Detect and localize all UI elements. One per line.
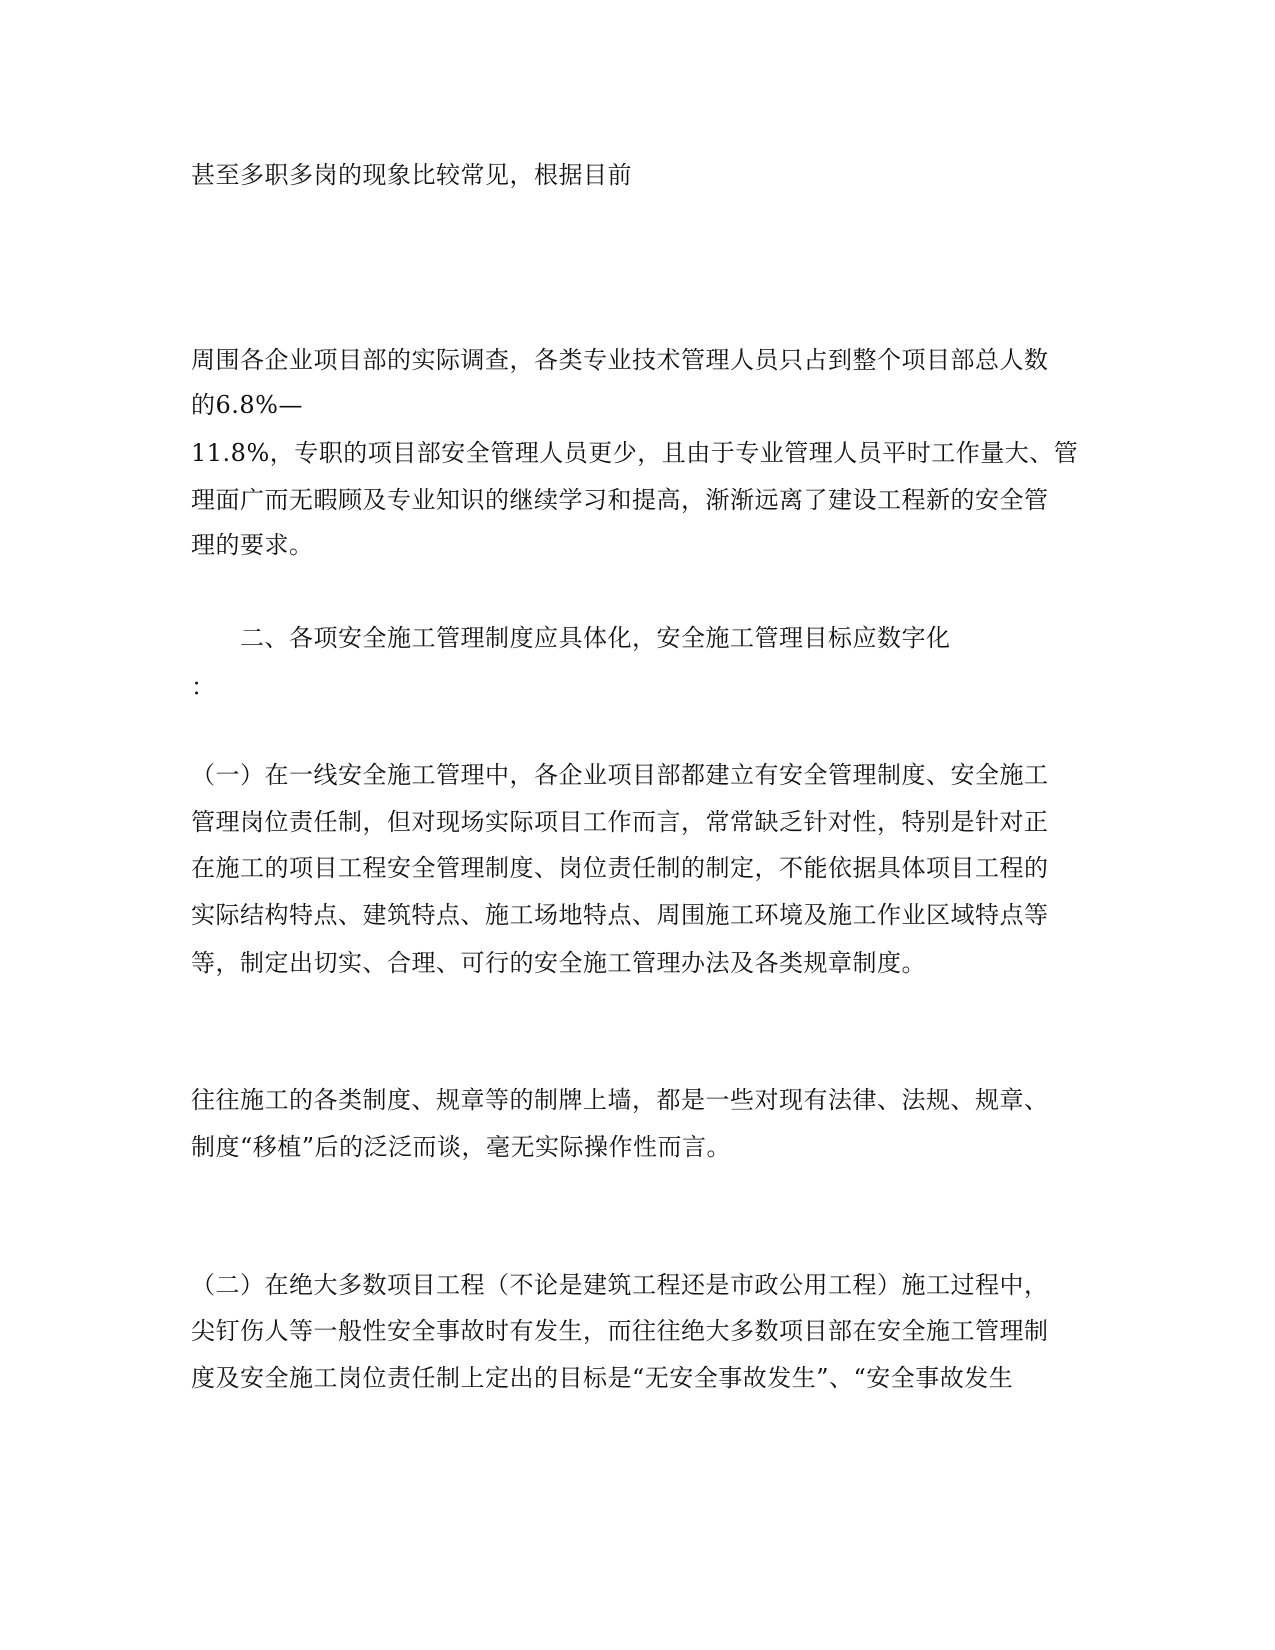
text-line: 在施工的项目工程安全管理制度、岗位责任制的制定，不能依据具体项目工程的 <box>191 854 1049 882</box>
text-line: 尖钉伤人等一般性安全事故时有发生，而往往绝大多数项目部在安全施工管理制 <box>191 1317 1049 1345</box>
text-line: 度及安全施工岗位责任制上定出的目标是“无安全事故发生”、“安全事故发生 <box>191 1364 1014 1392</box>
text-line: 11.8%，专职的项目部安全管理人员更少，且由于专业管理人员平时工作量大、管 <box>191 439 1079 467</box>
text-line: 管理岗位责任制，但对现场实际项目工作而言，常常缺乏针对性，特别是针对正 <box>191 808 1049 836</box>
text-line: 周围各企业项目部的实际调查，各类专业技术管理人员只占到整个项目部总人数 <box>191 346 1049 374</box>
text-line: （二）在绝大多数项目工程（不论是建筑工程还是市政公用工程）施工过程中， <box>191 1271 1049 1299</box>
text-line: 理的要求。 <box>191 531 314 559</box>
text-line: 甚至多职多岗的现象比较常见，根据目前 <box>191 161 632 189</box>
text-line: 的6.8%— <box>191 391 303 419</box>
text-line: 实际结构特点、建筑特点、施工场地特点、周围施工环境及施工作业区域特点等 <box>191 901 1049 929</box>
text-line: 制度“移植”后的泛泛而谈，毫无实际操作性而言。 <box>191 1133 732 1161</box>
text-line: （一）在一线安全施工管理中，各企业项目部都建立有安全管理制度、安全施工 <box>191 761 1049 789</box>
text-line: 往往施工的各类制度、规章等的制牌上墙，都是一些对现有法律、法规、规章、 <box>191 1086 1049 1114</box>
section-heading: 二、各项安全施工管理制度应具体化，安全施工管理目标应数字化 <box>240 624 951 652</box>
text-line: 等，制定出切实、合理、可行的安全施工管理办法及各类规章制度。 <box>191 949 926 977</box>
text-line: 理面广而无暇顾及专业知识的继续学习和提高，渐渐远离了建设工程新的安全管 <box>191 486 1049 514</box>
text-line: ： <box>191 673 216 701</box>
